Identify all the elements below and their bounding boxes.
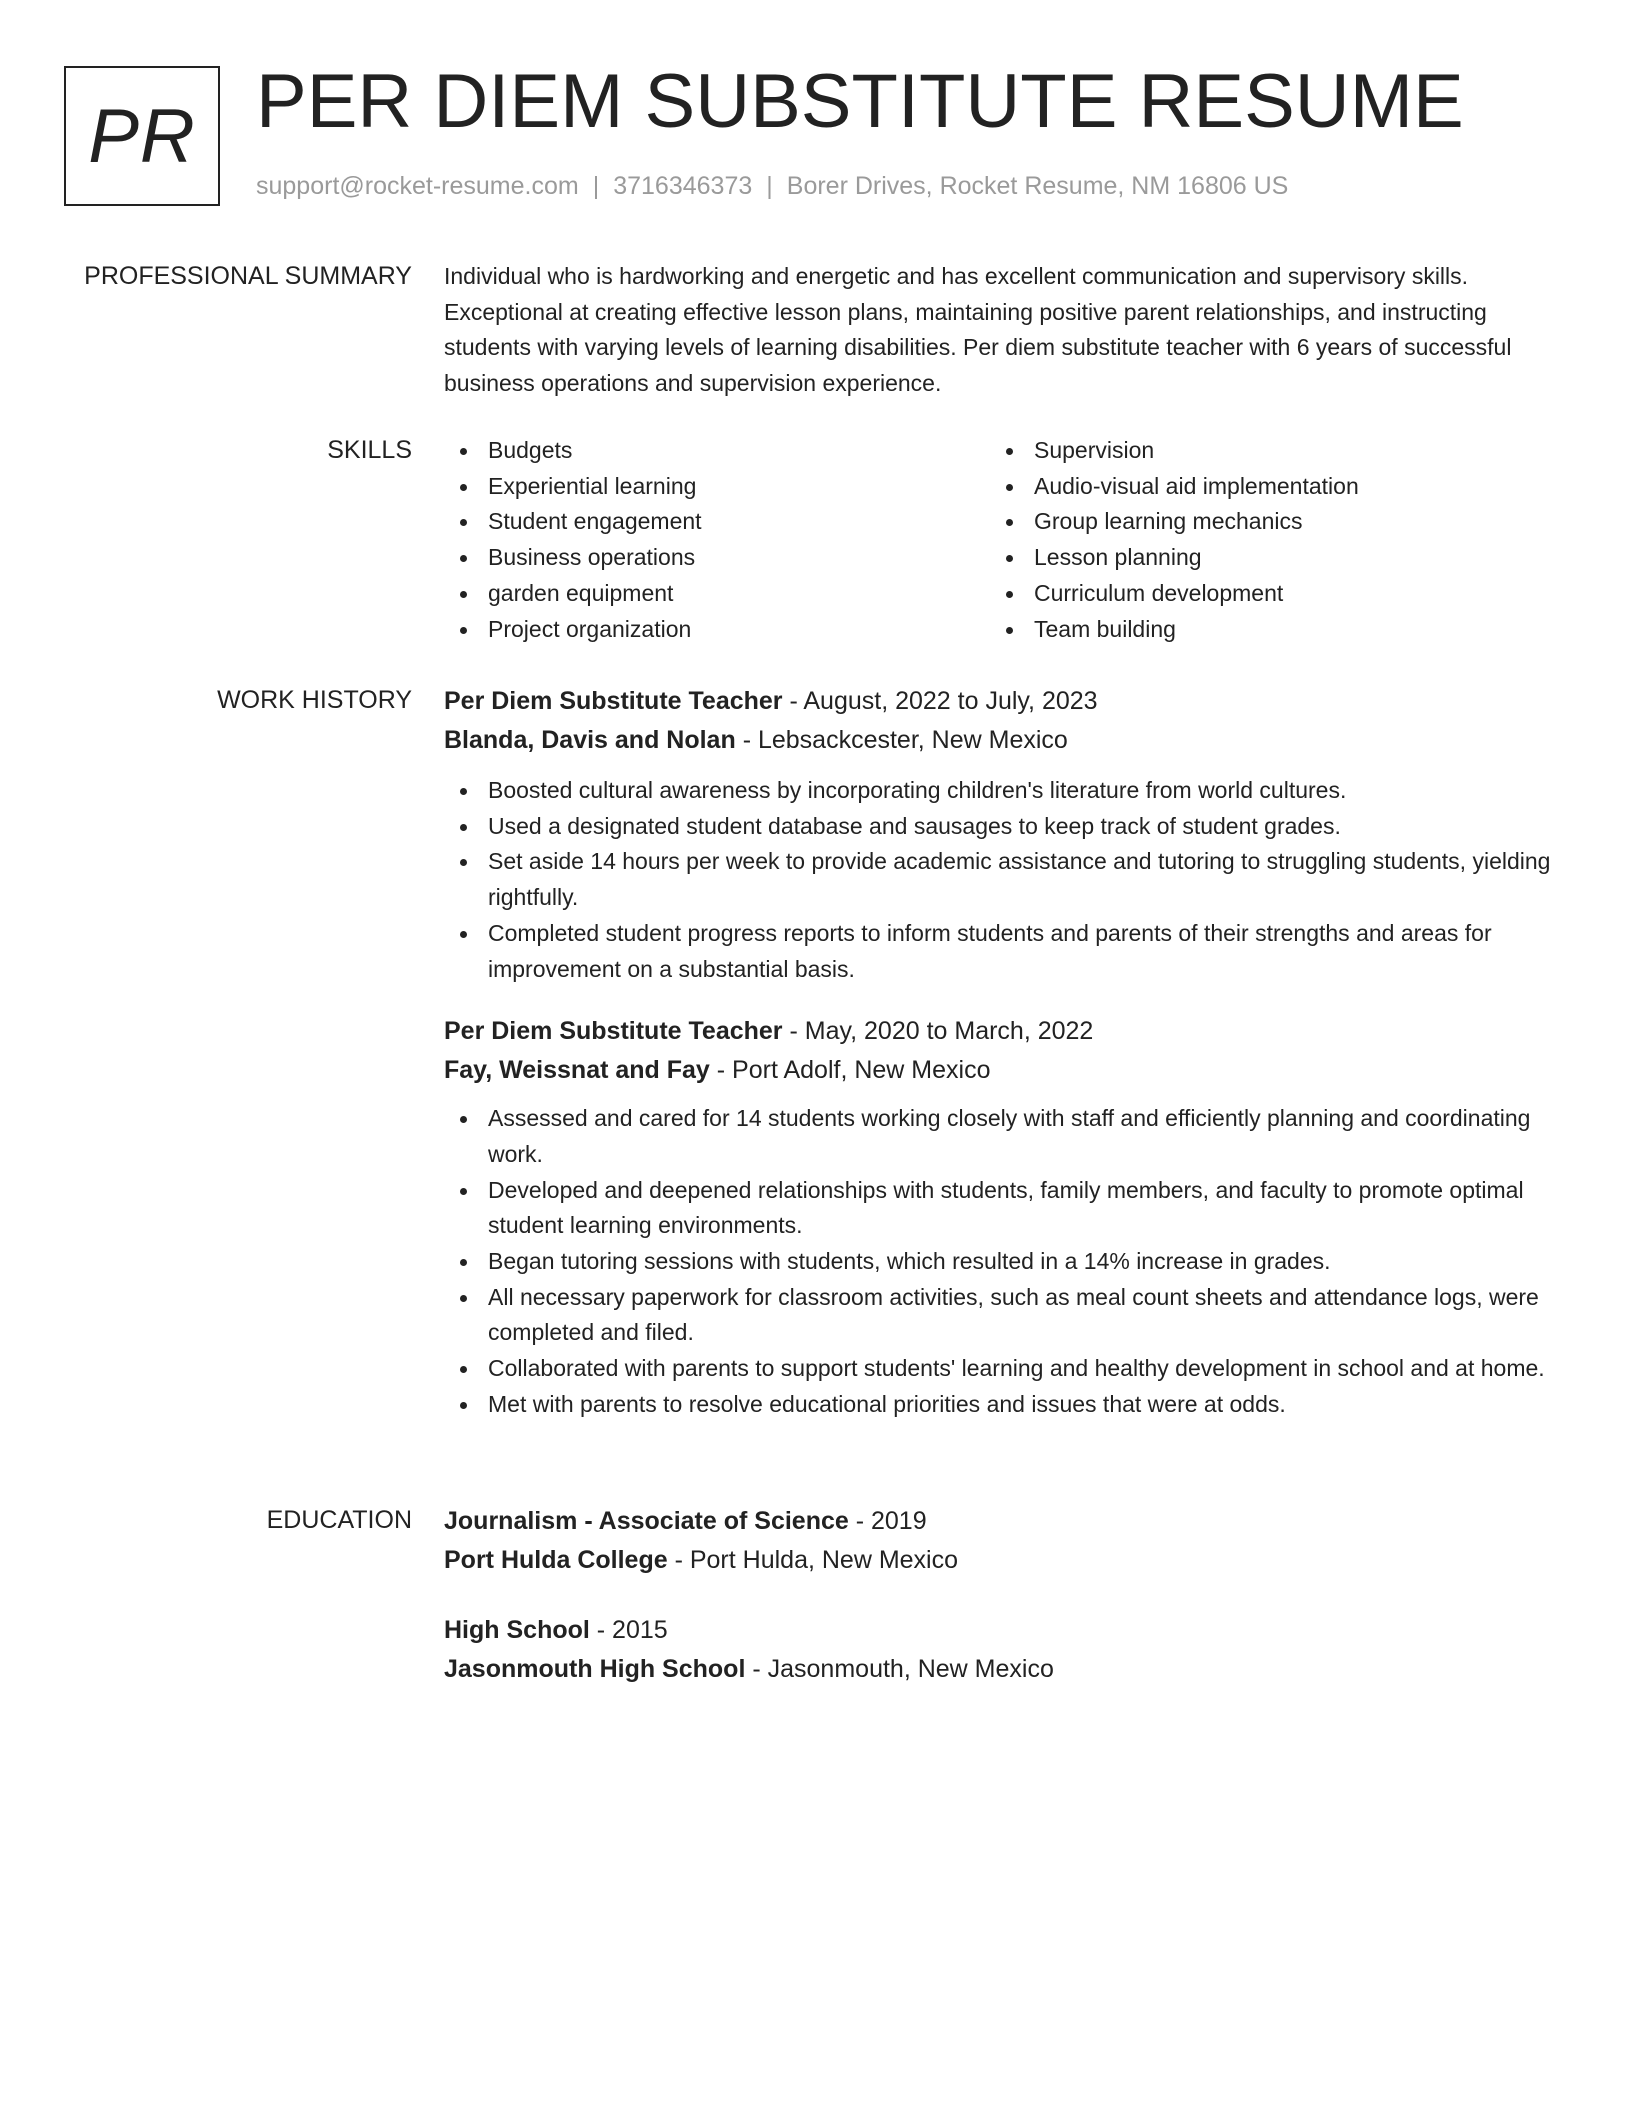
monogram-logo bbox=[64, 66, 220, 206]
job-company: Fay, Weissnat and Fay bbox=[444, 1056, 710, 1085]
job-bullet: Met with parents to resolve educational priorities and issues that were at odds. bbox=[444, 1387, 1554, 1423]
contact-email[interactable]: support@rocket-resume.com bbox=[256, 172, 579, 200]
skills-list-right bbox=[990, 433, 1536, 647]
contact-line bbox=[256, 172, 1288, 201]
education-school: Jasonmouth High School bbox=[444, 1655, 746, 1683]
education-heading: EDUCATION bbox=[266, 1506, 412, 1534]
job-company-line bbox=[444, 1051, 1554, 1090]
job-bullets bbox=[444, 773, 1554, 987]
work-history-heading: WORK HISTORY bbox=[217, 686, 412, 714]
monogram-initials: PR bbox=[88, 93, 196, 179]
education-school-line bbox=[444, 1650, 1554, 1689]
job-bullets bbox=[444, 1101, 1554, 1422]
job-bullet: Collaborated with parents to support students' learning and healthy development in school and at home. bbox=[444, 1351, 1554, 1387]
education-degree: High School bbox=[444, 1616, 590, 1644]
job-dates: - August, 2022 to July, 2023 bbox=[782, 687, 1098, 715]
skill-item: Audio-visual aid implementation bbox=[990, 469, 1536, 505]
job-bullet: Completed student progress reports to inform students and parents of their strengths and areas for improvement on a substantial basis. bbox=[444, 916, 1554, 987]
skill-item: Curriculum development bbox=[990, 576, 1536, 612]
job-role: Per Diem Substitute Teacher bbox=[444, 1017, 783, 1046]
skill-item: Group learning mechanics bbox=[990, 504, 1536, 540]
job-bullet: All necessary paperwork for classroom activities, such as meal count sheets and attendance logs, were completed and filed. bbox=[444, 1280, 1554, 1351]
summary-body bbox=[444, 259, 1554, 402]
contact-address: Borer Drives, Rocket Resume, NM 16806 US bbox=[786, 172, 1289, 200]
education-year: - 2015 bbox=[589, 1616, 668, 1644]
summary-heading: PROFESSIONAL SUMMARY bbox=[84, 262, 412, 290]
contact-separator: | bbox=[766, 172, 773, 200]
job-entry bbox=[444, 1012, 1554, 1422]
skills-list-left bbox=[444, 433, 990, 647]
work-history-body bbox=[444, 682, 1554, 1423]
job-bullet: Boosted cultural awareness by incorporating children's literature from world cultures. bbox=[444, 773, 1554, 809]
education-entry bbox=[444, 1611, 1554, 1689]
job-company: Blanda, Davis and Nolan bbox=[444, 726, 736, 754]
skill-item: Experiential learning bbox=[444, 469, 990, 505]
job-location: - Lebsackcester, New Mexico bbox=[735, 726, 1068, 754]
resume-title: PER DIEM SUBSTITUTE RESUME bbox=[256, 59, 1464, 144]
skills-body bbox=[444, 433, 1554, 647]
contact-separator: | bbox=[592, 172, 600, 200]
skill-item: Budgets bbox=[444, 433, 990, 469]
job-bullet: Set aside 14 hours per week to provide academic assistance and tutoring to struggling students, yielding rightfully. bbox=[444, 844, 1554, 915]
education-school-line bbox=[444, 1541, 1554, 1580]
education-location: - Jasonmouth, New Mexico bbox=[745, 1655, 1054, 1683]
education-degree-line bbox=[444, 1611, 1554, 1650]
job-company-line bbox=[444, 721, 1554, 760]
job-bullet: Assessed and cared for 14 students working closely with staff and efficiently planning and coordinating work. bbox=[444, 1101, 1554, 1172]
job-entry bbox=[444, 682, 1554, 987]
education-degree: Journalism - Associate of Science bbox=[444, 1507, 849, 1535]
job-role: Per Diem Substitute Teacher bbox=[444, 687, 783, 715]
skill-item: Business operations bbox=[444, 540, 990, 576]
education-entry bbox=[444, 1502, 1554, 1580]
job-bullet: Began tutoring sessions with students, which resulted in a 14% increase in grades. bbox=[444, 1244, 1554, 1280]
job-location: - Port Adolf, New Mexico bbox=[709, 1056, 991, 1085]
skill-item: Team building bbox=[990, 612, 1536, 648]
skill-item: Supervision bbox=[990, 433, 1536, 469]
contact-phone[interactable]: 3716346373 bbox=[613, 172, 753, 200]
education-body bbox=[444, 1502, 1554, 1689]
job-dates: - May, 2020 to March, 2022 bbox=[782, 1017, 1094, 1046]
job-title-line bbox=[444, 1012, 1554, 1051]
skill-item: Project organization bbox=[444, 612, 990, 648]
job-bullet: Used a designated student database and sausages to keep track of student grades. bbox=[444, 809, 1554, 845]
job-title-line bbox=[444, 682, 1554, 721]
education-year: - 2019 bbox=[848, 1507, 927, 1535]
summary-text: Individual who is hardworking and energetic and has excellent communication and supervisory skills. Exceptional at creating effective lesson plans, maintaining positive parent relationships, and instructing students with varying levels of learning disabilities. Per diem substitute teacher with 6 years of successful business operations and supervision experience. bbox=[444, 263, 1512, 397]
skill-item: garden equipment bbox=[444, 576, 990, 612]
skill-item: Student engagement bbox=[444, 504, 990, 540]
education-degree-line bbox=[444, 1502, 1554, 1541]
education-location: - Port Hulda, New Mexico bbox=[667, 1546, 959, 1574]
skills-heading: SKILLS bbox=[327, 436, 412, 464]
job-bullet: Developed and deepened relationships with students, family members, and faculty to promote optimal student learning environments. bbox=[444, 1173, 1554, 1244]
skill-item: Lesson planning bbox=[990, 540, 1536, 576]
education-school: Port Hulda College bbox=[444, 1546, 668, 1574]
